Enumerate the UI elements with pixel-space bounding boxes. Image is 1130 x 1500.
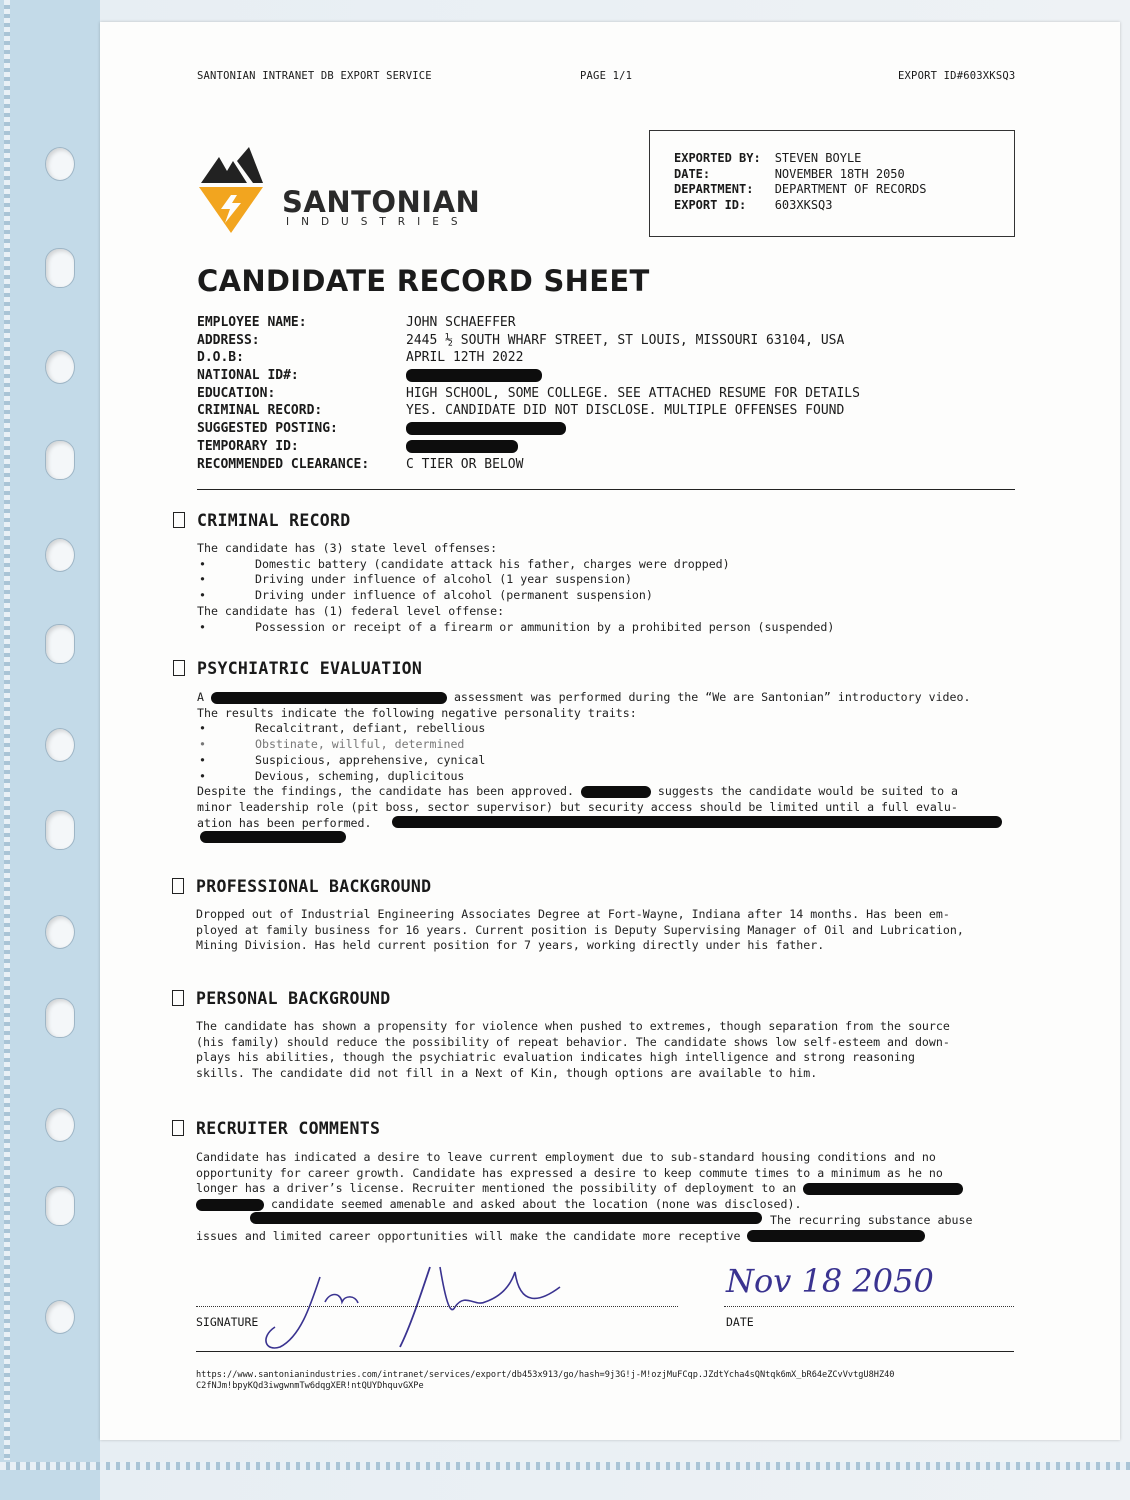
- list-item: • Driving under influence of alcohol (permanent suspension): [197, 588, 834, 604]
- export-url[interactable]: [196, 1370, 894, 1392]
- redaction-bar: [581, 786, 651, 798]
- binder-hole: [45, 350, 75, 384]
- field-value: APRIL 12TH 2022: [406, 350, 524, 366]
- text-fragment: A: [197, 690, 204, 704]
- field-key: NATIONAL ID#:: [197, 368, 299, 384]
- list-item: • Domestic battery (candidate attack his father, charges were dropped): [197, 557, 834, 573]
- field-value: 2445 ½ SOUTH WHARF STREET, ST LOUIS, MISSOURI 63104, USA: [406, 332, 845, 348]
- text-line: ation has been performed.: [197, 815, 372, 830]
- field-key: TEMPORARY ID:: [197, 438, 299, 454]
- export-row: [674, 167, 940, 183]
- divider: [196, 1351, 1014, 1352]
- binder-hole: [45, 998, 75, 1038]
- export-row: [674, 151, 940, 167]
- date-label: DATE: [726, 1315, 754, 1329]
- text-line: The results indicate the following negative personality traits:: [197, 705, 637, 720]
- url-line: https://www.santonianindustries.com/intranet/services/export/db453x913/go/hash=9j3G!j-M!ozjMuFCqp.JZdtYcha4sQNtqk6mX_bR64eZCvVvtgU8HZ40: [196, 1370, 895, 1380]
- text-line: (his family) should reduce the possibility of repeat behavior. The candidate shows low self-esteem and down-: [196, 1034, 950, 1049]
- export-value: 603XKSQ3: [774, 197, 833, 212]
- field-value: HIGH SCHOOL, SOME COLLEGE. SEE ATTACHED RESUME FOR DETAILS: [406, 385, 860, 401]
- section-title-personal: PERSONAL BACKGROUND: [196, 989, 391, 1008]
- list-item: • Obstinate, willful, determined: [197, 737, 970, 753]
- section-title-recruiter: RECRUITER COMMENTS: [196, 1119, 381, 1138]
- field-row: [197, 456, 1017, 474]
- redaction-bar: [211, 692, 447, 704]
- redaction-bar: [406, 422, 566, 435]
- field-row: [197, 438, 1017, 456]
- field-row: [197, 349, 1017, 367]
- export-value: DEPARTMENT OF RECORDS: [774, 182, 927, 196]
- list-item: • Devious, scheming, duplicitous: [197, 769, 970, 785]
- export-key: EXPORT ID:: [674, 197, 747, 212]
- field-row: [197, 385, 1017, 403]
- field-row: [197, 420, 1017, 438]
- list-item: • Recalcitrant, defiant, rebellious: [197, 721, 970, 737]
- field-row: [197, 332, 1017, 350]
- text-line: plays his abilities, though the psychiatric evaluation indicates high intelligence and strong reasoning: [196, 1050, 915, 1065]
- field-key: D.O.B:: [197, 350, 244, 366]
- text-line: opportunity for career growth. Candidate has expressed a desire to keep commute times to a minimum as he no: [196, 1165, 943, 1180]
- text-line: minor leadership role (pit boss, sector supervisor) but security access should be limited until a full evalu-: [197, 799, 958, 814]
- santonian-logo-icon: [197, 137, 265, 237]
- document-page: [100, 22, 1120, 1440]
- list-item: • Possession or receipt of a firearm or ammunition by a prohibited person (suspended): [197, 620, 834, 636]
- text-line: skills. The candidate did not fill in a Next of Kin, though options are available to him.: [196, 1066, 818, 1081]
- text-line: [196, 1229, 972, 1245]
- date-line: [724, 1306, 1014, 1307]
- text-line: The candidate has (1) federal level offense:: [197, 603, 505, 618]
- list-item: • Suspicious, apprehensive, cynical: [197, 753, 970, 769]
- text-line: ployed at family business for 16 years. Current position is Deputy Supervising Manager of Oil and Lubrication,: [196, 922, 964, 937]
- text-fragment: assessment was performed during the “We are Santonian” introductory video.: [453, 690, 971, 704]
- field-row: [197, 314, 1017, 332]
- binder-hole: [45, 1300, 75, 1334]
- psych-checkbox[interactable]: [173, 660, 185, 676]
- recruiter-checkbox[interactable]: [172, 1120, 184, 1136]
- binder-hole: [45, 624, 75, 664]
- export-row: [674, 182, 940, 198]
- section-title-professional: PROFESSIONAL BACKGROUND: [196, 877, 432, 896]
- text-fragment: issues and limited career opportunities will make the candidate more receptive: [196, 1228, 741, 1243]
- text-line: [197, 784, 970, 800]
- text-line: The candidate has (3) state level offenses:: [197, 541, 498, 555]
- field-key: ADDRESS:: [197, 332, 260, 348]
- field-value: JOHN SCHAEFFER: [406, 315, 516, 330]
- export-info-box: [649, 130, 1015, 237]
- text-line: Candidate has indicated a desire to leave current employment due to sub-standard housing conditions and no: [196, 1150, 936, 1164]
- field-key: RECOMMENDED CLEARANCE:: [197, 456, 370, 472]
- text-line: [196, 1181, 972, 1197]
- brand-name: SANTONIAN: [282, 185, 481, 219]
- text-fragment: The recurring substance abuse: [770, 1212, 973, 1227]
- redaction-bar: [196, 1199, 264, 1211]
- binder-margin: [0, 0, 100, 1500]
- export-row: [674, 198, 940, 214]
- redaction-bar: [392, 816, 1002, 828]
- text-line: The candidate has shown a propensity for violence when pushed to extremes, though separation from the source: [196, 1019, 950, 1033]
- export-key: DATE:: [674, 166, 711, 181]
- text-line: Dropped out of Industrial Engineering Associates Degree at Fort-Wayne, Indiana after 14 months. Has been em-: [196, 907, 950, 921]
- perforation-bottom: [0, 1462, 1130, 1470]
- export-key: EXPORTED BY:: [674, 151, 761, 165]
- brand-subtitle: INDUSTRIES: [286, 216, 470, 228]
- professional-checkbox[interactable]: [172, 878, 184, 894]
- field-value: YES. CANDIDATE DID NOT DISCLOSE. MULTIPLE OFFENSES FOUND: [406, 403, 845, 419]
- text-fragment: longer has a driver’s license. Recruiter mentioned the possibility of deployment to an: [196, 1181, 797, 1196]
- perforation-left: [4, 0, 10, 1460]
- export-key: DEPARTMENT:: [674, 182, 754, 196]
- text-line: [196, 1197, 972, 1213]
- handwritten-date: Nov 18 2050: [726, 1262, 934, 1300]
- binder-hole: [45, 248, 75, 288]
- export-value: STEVEN BOYLE: [774, 151, 862, 165]
- handwritten-signature: [250, 1247, 580, 1357]
- candidate-fields: [197, 314, 1017, 473]
- redaction-bar: [406, 440, 518, 453]
- field-value: C TIER OR BELOW: [406, 456, 524, 472]
- export-value: NOVEMBER 18TH 2050: [774, 166, 905, 181]
- binder-hole: [45, 538, 75, 572]
- redaction-bar: [406, 369, 542, 382]
- divider: [197, 489, 1015, 490]
- page-title: CANDIDATE RECORD SHEET: [197, 264, 650, 298]
- criminal-checkbox[interactable]: [173, 512, 185, 528]
- binder-hole: [45, 1108, 75, 1142]
- recruiter-body: [196, 1150, 972, 1244]
- redaction-bar: [250, 1212, 762, 1224]
- binder-hole: [45, 810, 75, 850]
- field-row: [197, 402, 1017, 420]
- field-key: SUGGESTED POSTING:: [197, 421, 338, 437]
- personal-checkbox[interactable]: [172, 990, 184, 1006]
- header-export-id: EXPORT ID#603XKSQ3: [898, 70, 1016, 82]
- text-fragment: suggests the candidate would be suited to a: [657, 784, 959, 799]
- redaction-bar: [803, 1183, 963, 1195]
- header-page: PAGE 1/1: [580, 70, 633, 82]
- signature-line: [196, 1306, 678, 1307]
- binder-hole: [45, 440, 75, 480]
- text-line: [197, 690, 970, 706]
- criminal-body: [197, 541, 834, 635]
- field-key: EDUCATION:: [197, 385, 276, 401]
- section-title-psych: PSYCHIATRIC EVALUATION: [197, 659, 423, 678]
- personal-body: [196, 1019, 950, 1082]
- binder-hole: [45, 915, 75, 949]
- binder-hole: [45, 147, 75, 181]
- list-item: • Driving under influence of alcohol (1 year suspension): [197, 572, 834, 588]
- field-key: CRIMINAL RECORD:: [197, 403, 323, 419]
- redaction-bar: [200, 831, 346, 843]
- professional-body: [196, 907, 964, 954]
- redaction-bar: [747, 1230, 925, 1242]
- field-key: EMPLOYEE NAME:: [197, 315, 307, 330]
- text-line: Mining Division. Has held current position for 7 years, working directly under his father.: [196, 938, 825, 953]
- section-title-criminal: CRIMINAL RECORD: [197, 511, 351, 530]
- text-fragment: Despite the findings, the candidate has been approved.: [197, 784, 574, 799]
- text-fragment: candidate seemed amenable and asked about the location (none was disclosed).: [270, 1197, 802, 1212]
- header-service: SANTONIAN INTRANET DB EXPORT SERVICE: [197, 70, 432, 82]
- field-row: [197, 367, 1017, 385]
- binder-hole: [45, 728, 75, 762]
- url-line: C2fNJm!bpyKQd3iwgwnmTw6dqgXER!ntQUYDhquvGXPe: [196, 1381, 424, 1391]
- psych-body: [197, 690, 970, 831]
- signature-label: SIGNATURE: [196, 1315, 259, 1329]
- binder-hole: [45, 1186, 75, 1226]
